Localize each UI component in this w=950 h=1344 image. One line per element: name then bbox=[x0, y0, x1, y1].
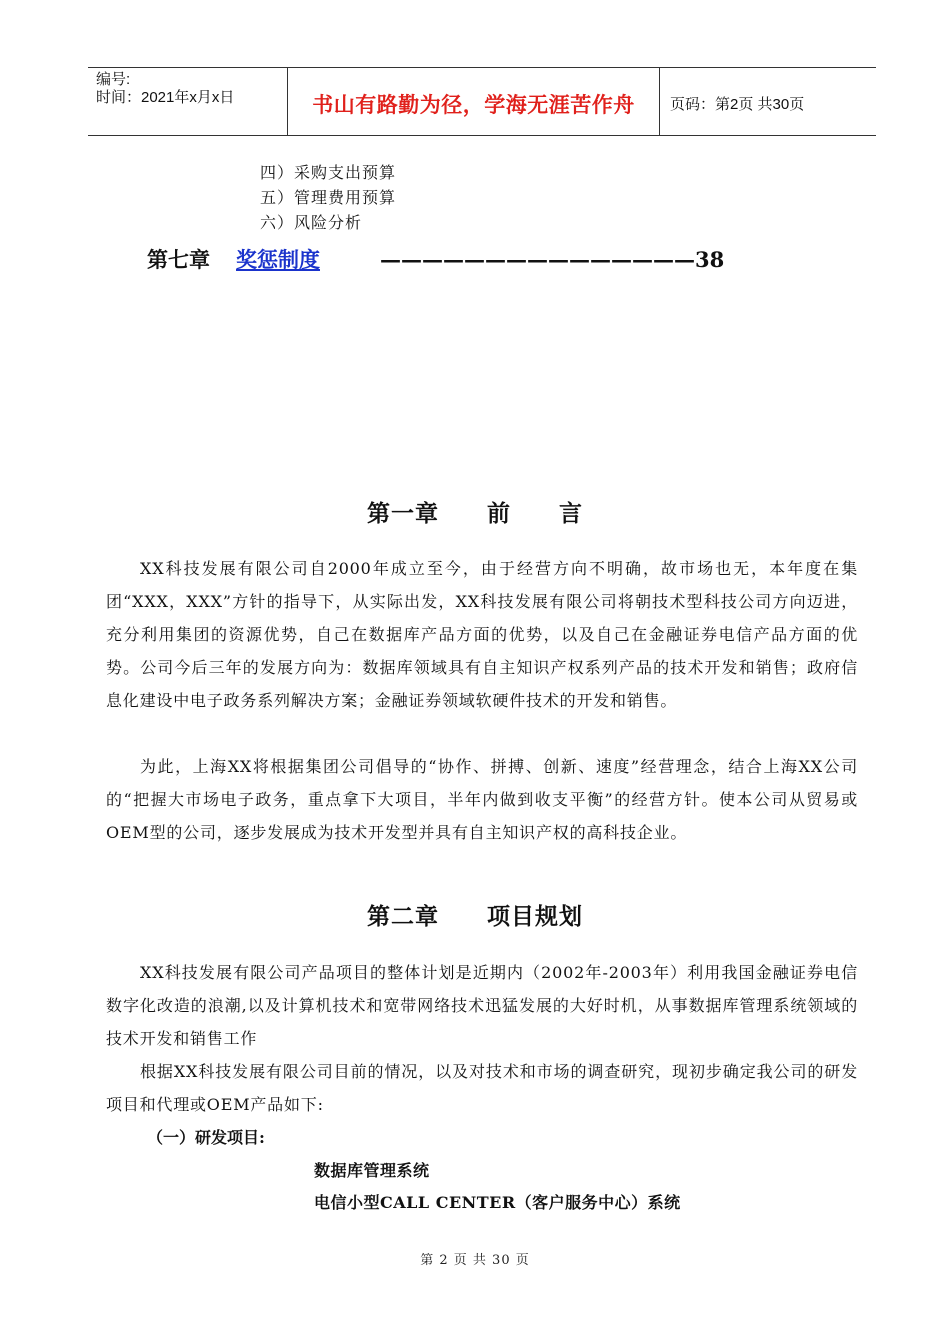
toc-subitem: 四）采购支出预算 bbox=[260, 163, 397, 182]
header-meta bbox=[88, 68, 287, 135]
section-heading: （一）研发项目: bbox=[147, 1128, 265, 1147]
paragraph: XX科技发展有限公司自2000年成立至今，由于经营方向不明确，故市场也无，本年度在集团“XXX，XXX”方针的指导下，从实际出发，XX科技发展有限公司将朝技术型科技公司方向迈进，充分利用集团的资源优势，自己在数据库产品方面的优势，以及自己在金融证券电信产品方面的优势。公司今后三年的发展方向为：数据库领域具有自主知识产权系列产品的技术开发和销售；政府信息化建设中电子政务系列解决方案；金融证券领域软硬件技术的开发和销售。 bbox=[106, 559, 858, 710]
project-item: 电信小型CALL CENTER（客户服务中心）系统 bbox=[314, 1193, 681, 1212]
header-page-number: 页码：第2页 共30页 bbox=[670, 96, 805, 113]
paragraph: 为此，上海XX将根据集团公司倡导的“协作、拼搏、创新、速度”经营理念，结合上海XX公司的“把握大市场电子政务，重点拿下大项目，半年内做到收支平衡”的经营方针。使本公司从贸易或OEM型的公司，逐步发展成为技术开发型并具有自主知识产权的高科技企业。 bbox=[106, 757, 858, 842]
chapter-2-title: 第二章 项目规划 bbox=[367, 903, 583, 930]
page-footer: 第 2 页 共 30 页 bbox=[420, 1253, 530, 1268]
serial-label: 编号: bbox=[96, 71, 131, 88]
project-item: 数据库管理系统 bbox=[314, 1161, 430, 1180]
toc-chapter-7 bbox=[147, 244, 724, 274]
toc-subitem: 六）风险分析 bbox=[260, 213, 363, 232]
toc-chapter-label: 第七章 bbox=[147, 247, 210, 272]
toc-chapter-link[interactable]: 奖惩制度 bbox=[236, 247, 320, 272]
toc-leader: ———————————————38 bbox=[380, 247, 725, 272]
toc-subitem: 五）管理费用预算 bbox=[260, 188, 397, 207]
header-motto: 书山有路勤为径，学海无涯苦作舟 bbox=[287, 68, 660, 135]
paragraph: XX科技发展有限公司产品项目的整体计划是近期内（2002年-2003年）利用我国金融证券电信数字化改造的浪潮,以及计算机技术和宽带网络技术迅猛发展的大好时机，从事数据库管理系统领域的技术开发和销售工作 bbox=[106, 963, 858, 1048]
chapter-1-title: 第一章 前 言 bbox=[367, 500, 583, 527]
page-header bbox=[88, 67, 876, 136]
paragraph: 根据XX科技发展有限公司目前的情况，以及对技术和市场的调查研究，现初步确定我公司的研发项目和代理或OEM产品如下: bbox=[106, 1062, 858, 1114]
time-label: 时间：2021年x月x日 bbox=[96, 89, 235, 106]
